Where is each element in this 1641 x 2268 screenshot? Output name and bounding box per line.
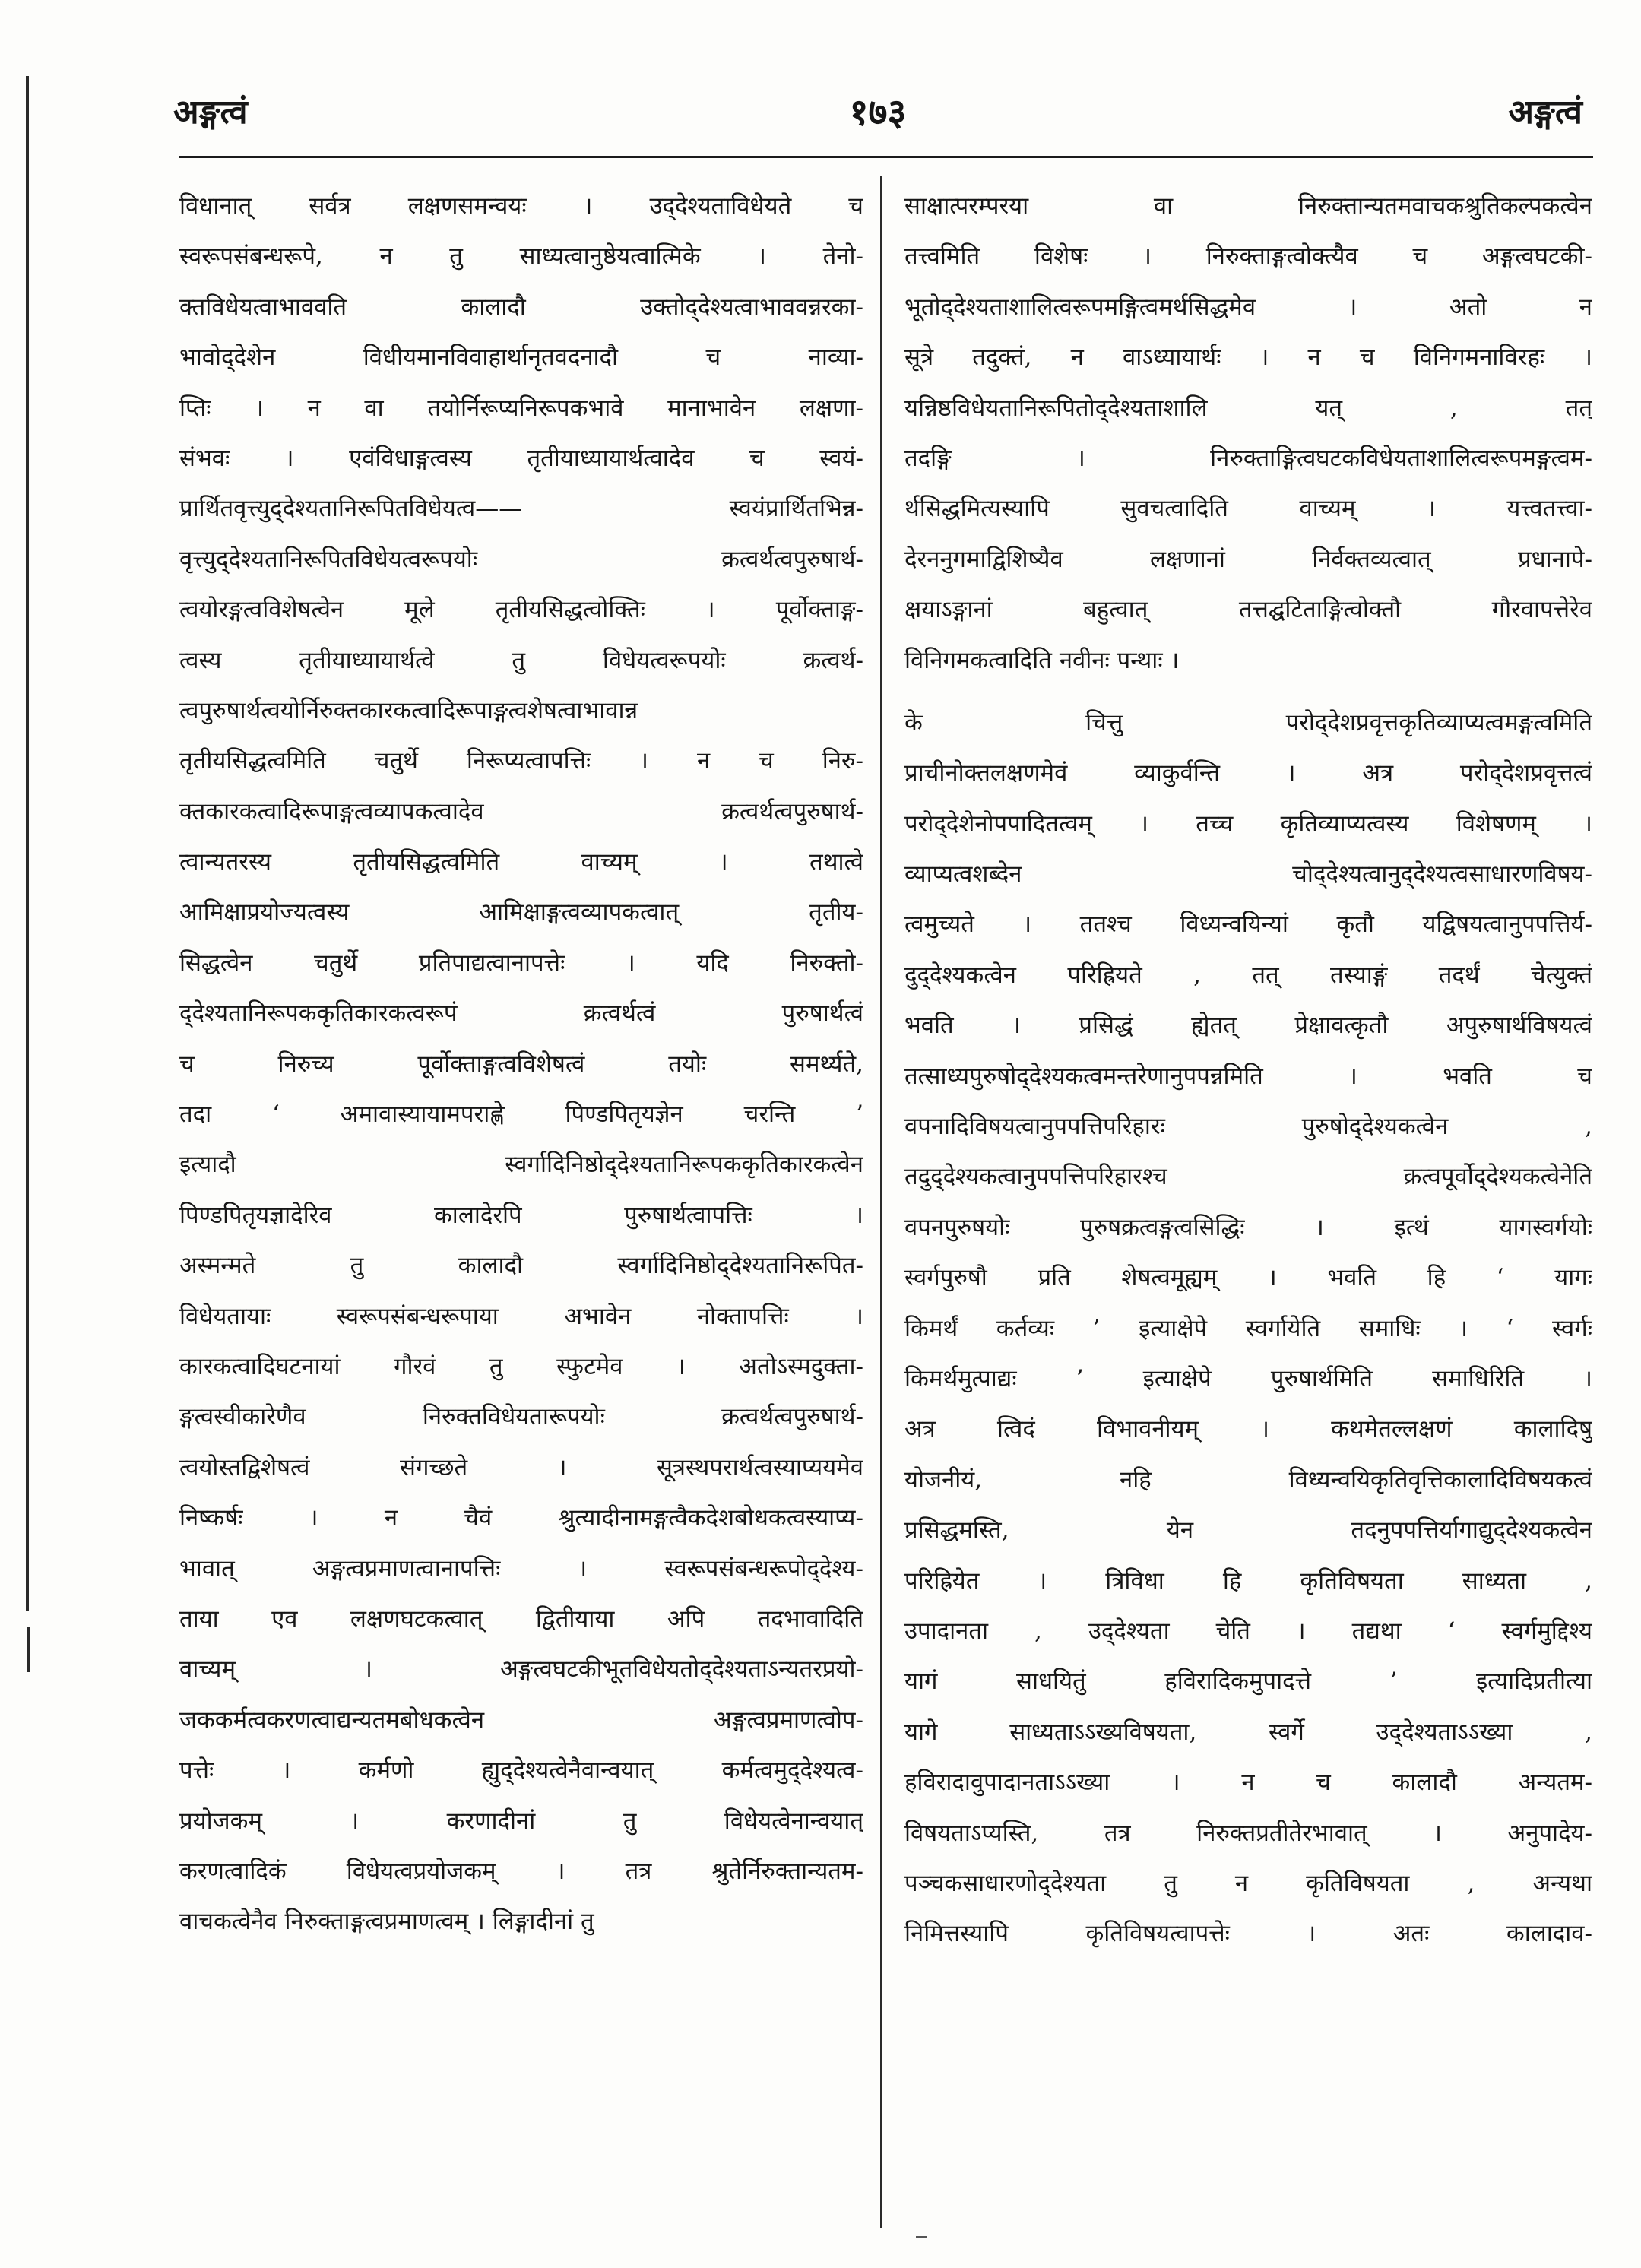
text-line: योजनीयं, नहि विध्यन्वयिकृतिवृत्तिकालादिविषयकत्वं — [904, 1465, 1592, 1494]
running-header — [173, 90, 1582, 158]
text-line: विधानात् सर्वत्र लक्षणसमन्वयः । उद्‌देश्यताविधेयते च — [179, 192, 863, 220]
text-line: तत्त्वमिति विशेषः । निरुक्ताङ्गत्वोक्त्यैव च अङ्गत्वघटकी- — [904, 242, 1592, 271]
text-line: परिह्रियेत । त्रिविधा हि कृतिविषयता साध्यता , — [904, 1566, 1592, 1595]
text-line: ङ्गत्वस्वीकारेणैव निरुक्तविधेयतारूपयोः क्रत्वर्थत्वपुरुषार्थ- — [179, 1403, 863, 1431]
text-line: च निरुच्य पूर्वोक्ताङ्गत्वविशेषत्वं तयोः समर्थ्यते, — [179, 1050, 863, 1078]
text-line: भावात् अङ्गत्वप्रमाणत्वानापत्तिः । स्वरूपसंबन्धरूपोद्‌देश्य- — [179, 1554, 863, 1582]
text-line: सूत्रे तदुक्तं, न वाऽध्यायार्थः । न च विनिगमनाविरहः । — [904, 344, 1592, 372]
text-line: उपादानता , उद्‌देश्यता चेति । तद्यथा ‘ स्वर्गमुद्दिश्य — [904, 1617, 1592, 1645]
text-line: अत्र त्विदं विभावनीयम् । कथमेतल्लक्षणं कालादिषु — [904, 1415, 1592, 1443]
text-line: तृतीयसिद्धत्वमिति चतुर्थे निरूप्यत्वापत्तिः । न च निरु- — [179, 747, 863, 775]
text-line: भावोद्‌देशेन विधीयमानविवाहार्थानृतवदनादौ च नाव्या- — [179, 344, 863, 372]
text-line: साक्षात्परम्परया वा निरुक्तान्यतमवाचकश्रुतिकल्पकत्वेन — [904, 192, 1592, 220]
text-line: भवति । प्रसिद्धं ह्येतत् प्रेक्षावत्कृतौ अपुरुषार्थविषयत्वं — [904, 1012, 1592, 1040]
text-line: प्तिः । न वा तयोर्निरूप्यनिरूपकभावे मानाभावेन लक्षणा- — [179, 394, 863, 422]
text-line: यागे साध्यताऽऽख्यविषयता, स्वर्गे उद्‌देश्यताऽऽख्या , — [904, 1718, 1592, 1746]
text-line: प्रयोजकम् । करणादीनां तु विधेयत्वेनान्वयात् — [179, 1807, 863, 1835]
text-line: त्वपुरुषार्थत्वयोर्निरुक्तकारकत्वादिरूपाङ्गत्वशेषत्वाभावान्न — [179, 696, 638, 724]
text-line: वृत्त्युद्‌देश्यतानिरूपितविधेयत्वरूपयोः क्रत्वर्थत्वपुरुषार्थ- — [179, 545, 863, 573]
text-line: निष्कर्षः । न चैवं श्रुत्यादीनामङ्गत्वैकदेशबोधकत्वस्याप्य- — [179, 1504, 863, 1532]
scan-edge-mark — [26, 76, 29, 1611]
header-rule — [179, 156, 1593, 158]
left-column — [179, 181, 863, 1947]
text-line: करणत्वादिकं विधेयत्वप्रयोजकम् । तत्र श्रुतेर्निरुक्तान्यतम- — [179, 1857, 863, 1885]
text-line: पत्तेः । कर्मणो ह्युद्‌देश्यत्वेनैवान्वयात् कर्मत्वमुद्‌देश्यत्व- — [179, 1756, 863, 1785]
text-line: क्तविधेयत्वाभाववति कालादौ उक्तोद्‌देश्यत्वाभाववन्नरका- — [179, 293, 863, 321]
text-line: पञ्चकसाधारणोद्‌देश्यता तु न कृतिविषयता , अन्यथा — [904, 1869, 1592, 1897]
text-line: त्वमुच्यते । ततश्च विध्यन्वयिन्यां कृतौ यद्विषयत्वानुपपत्तिर्य- — [904, 911, 1592, 939]
text-line: र्थसिद्धमित्यस्यापि सुवचत्वादिति वाच्यम् । यत्त्वतत्त्वा- — [904, 495, 1592, 523]
text-line: तदा ‘ अमावास्यायामपराह्णे पिण्डपितृयज्ञेन चरन्ति ’ — [179, 1101, 863, 1129]
text-line: दुद्‌देश्यकत्वेन परिह्रियते , तत् तस्याङ्गं तदर्थं चेत्युक्तं — [904, 961, 1592, 989]
text-line: यागं साधयितुं हविरादिकमुपादत्ते ’ इत्यादिप्रतीत्या — [904, 1668, 1592, 1696]
text-line: भूतोद्‌देश्यताशालित्वरूपमङ्गित्वमर्थसिद्धमेव । अतो न — [904, 293, 1592, 321]
text-line: किमर्थमुत्पाद्यः ’ इत्याक्षेपे पुरुषार्थमिति समाधिरिति । — [904, 1364, 1592, 1392]
text-line: प्रार्थितवृत्त्युद्‌देश्यतानिरूपितविधेयत्व—— स्वयंप्रार्थितभिन्न- — [179, 495, 863, 523]
text-line: त्वान्यतरस्य तृतीयसिद्धत्वमिति वाच्यम् । तथात्वे — [179, 848, 863, 876]
text-line: वपनादिविषयत्वानुपपत्तिपरिहारः पुरुषोद्‌देश्यकत्वेन , — [904, 1113, 1592, 1141]
text-line: सिद्धत्वेन चतुर्थे प्रतिपाद्यत्वानापत्तेः । यदि निरुक्तो- — [179, 949, 863, 977]
text-line: पिण्डपितृयज्ञादेरिव कालादेरपि पुरुषार्थत्वापत्तिः । — [179, 1201, 863, 1229]
text-line: विधेयतायाः स्वरूपसंबन्धरूपाया अभावेन नोक्तापत्तिः । — [179, 1302, 863, 1330]
text-line: द्‌देश्यतानिरूपककृतिकारकत्वरूपं क्रत्वर्थत्वं पुरुषार्थत्वं — [179, 999, 863, 1028]
header-left-title: अङ्गत्वं — [173, 93, 248, 131]
text-line: क्षयाऽङ्गानां बहुत्वात् तत्तद्घटिताङ्गित्वोक्तौ गौरवापत्तेरेव — [904, 596, 1592, 624]
text-line: विनिगमकत्वादिति नवीनः पन्थाः । — [904, 646, 1180, 674]
text-line: देरननुगमाद्विशिष्यैव लक्षणानां निर्वक्तव्यत्वात् प्रधानापे- — [904, 545, 1592, 573]
column-divider — [880, 176, 882, 2228]
text-line: अस्मन्मते तु कालादौ स्वर्गादिनिष्ठोद्‌देश्यतानिरूपित- — [179, 1252, 863, 1280]
text-line: त्वस्य तृतीयाध्यायार्थत्वे तु विधेयत्वरूपयोः क्रत्वर्थ- — [179, 646, 863, 674]
text-line: ताया एव लक्षणघटकत्वात् द्वितीयाया अपि तदभावादिति — [179, 1604, 863, 1633]
page-number: १७३ — [849, 91, 907, 134]
text-line: इत्यादौ स्वर्गादिनिष्ठोद्‌देश्यतानिरूपककृतिकारकत्वेन — [179, 1151, 863, 1179]
text-line: यन्निष्ठविधेयतानिरूपितोद्‌देश्यताशालि यत् , तत् — [904, 394, 1592, 422]
text-line: कारकत्वादिघटनायां गौरवं तु स्फुटमेव । अतोऽस्मदुक्ता- — [179, 1352, 863, 1380]
text-line: त्वयोरङ्गत्वविशेषत्वेन मूले तृतीयसिद्धत्वोक्तिः । पूर्वोक्ताङ्ग- — [179, 596, 863, 624]
text-line: के चित्तु परोद्‌देशप्रवृत्तकृतिव्याप्यत्वमङ्गत्वमिति — [904, 708, 1592, 736]
text-line: क्तकारकत्वादिरूपाङ्गत्वव्यापकत्वादेव क्रत्वर्थत्वपुरुषार्थ- — [179, 797, 863, 825]
text-line: प्रसिद्धमस्ति, येन तदनुपपत्तिर्यागाद्युद्‌देश्यकत्वेन — [904, 1516, 1592, 1544]
text-line: संभवः । एवंविधाङ्गत्वस्य तृतीयाध्यायार्थत्वादेव च स्वयं- — [179, 444, 863, 472]
text-line: तदुद्‌देश्यकत्वानुपपत्तिपरिहारश्च क्रत्वपूर्वोद्‌देश्यकत्वेनेति — [904, 1163, 1592, 1191]
text-line: वपनपुरुषयोः पुरुषक्रत्वङ्गत्वसिद्धिः । इत्थं यागस्वर्गयोः — [904, 1213, 1592, 1241]
text-line: तत्साध्यपुरुषोद्‌देश्यकत्वमन्तरेणानुपपन्नमिति । भवति च — [904, 1062, 1592, 1090]
text-line: विषयताऽप्यस्ति, तत्र निरुक्तप्रतीतेरभावात् । अनुपादेय- — [904, 1819, 1592, 1847]
right-column — [904, 181, 1592, 1959]
text-line: स्वर्गपुरुषौ प्रति शेषत्वमूह्यम् । भवति हि ‘ यागः — [904, 1264, 1592, 1292]
text-line: हविरादावुपादानताऽऽख्या । न च कालादौ अन्यतम- — [904, 1769, 1592, 1797]
header-right-title: अङ्गत्वं — [1508, 93, 1582, 131]
text-line: वाच्यम् । अङ्गत्वघटकीभूतविधेयतोद्‌देश्यताऽन्यतरप्रयो- — [179, 1655, 863, 1684]
text-line: तदङ्गि । निरुक्ताङ्गित्वघटकविधेयताशालित्वरूपमङ्गत्वम- — [904, 444, 1592, 472]
text-line: प्राचीनोक्तलक्षणमेवं व्याकुर्वन्ति । अत्र परोद्‌देशप्रवृत्तत्वं — [904, 759, 1592, 787]
text-line: परोद्‌देशेनोपपादितत्वम् । तच्च कृतिव्याप्यत्वस्य विशेषणम् । — [904, 809, 1592, 838]
text-line: किमर्थं कर्तव्यः ’ इत्याक्षेपे स्वर्गायेति समाधिः । ‘ स्वर्गः — [904, 1314, 1592, 1342]
text-line: व्याप्यत्वशब्देन चोद्‌देश्यत्वानुद्‌देश्यत्वसाधारणविषय- — [904, 860, 1592, 889]
text-line: त्वयोस्तद्विशेषत्वं संगच्छते । सूत्रस्थपरार्थत्वस्याप्ययमेव — [179, 1453, 863, 1481]
footer-mark — [916, 2236, 927, 2238]
scan-edge-mark-lower — [27, 1627, 30, 1672]
text-line: वाचकत्वेनैव निरुक्ताङ्गत्वप्रमाणत्वम् । लिङ्गादीनां तु — [179, 1908, 594, 1936]
text-line: स्वरूपसंबन्धरूपे, न तु साध्यत्वानुष्ठेयत्वात्मिके । तेनो- — [179, 242, 863, 271]
text-line: निमित्तस्यापि कृतिविषयत्वापत्तेः । अतः कालादाव- — [904, 1920, 1592, 1948]
text-line: जककर्मत्वकरणत्वाद्यन्यतमबोधकत्वेन अङ्गत्वप्रमाणत्वोप- — [179, 1706, 863, 1734]
text-line: आमिक्षाप्रयोज्यत्वस्य आमिक्षाङ्गत्वव्यापकत्वात् तृतीय- — [179, 898, 863, 927]
